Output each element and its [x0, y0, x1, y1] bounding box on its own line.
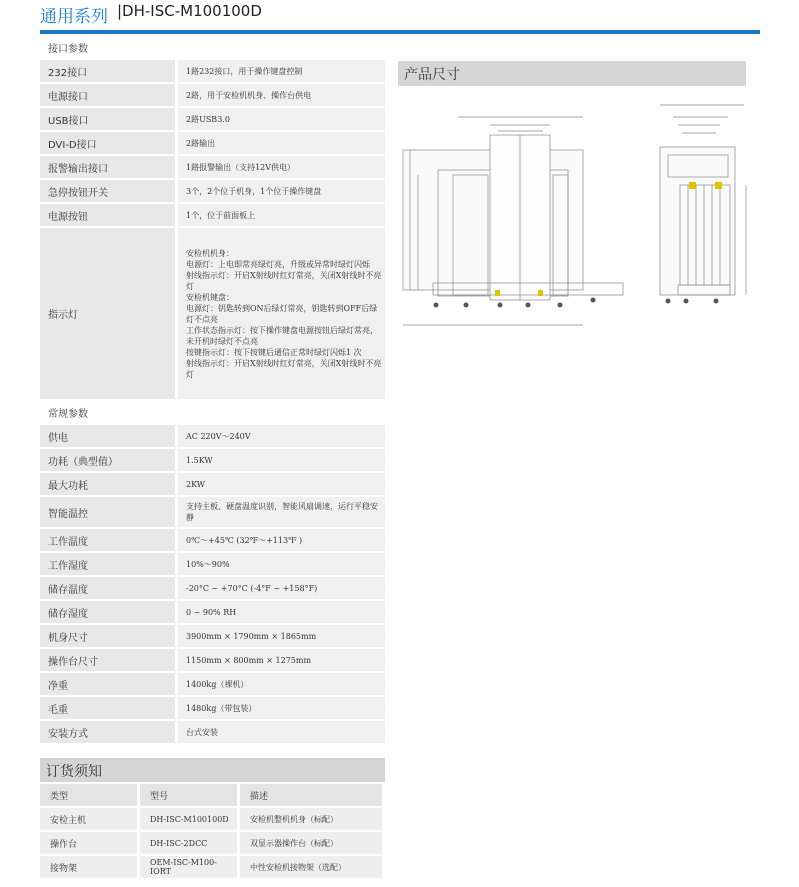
spec-row [40, 529, 385, 553]
order-column-header: 描述 [240, 784, 385, 808]
spec-key: 机身尺寸 [40, 625, 175, 649]
spec-row [40, 649, 385, 673]
spec-key: 工作湿度 [40, 553, 175, 577]
spec-row [40, 108, 385, 132]
spec-key: 储存湿度 [40, 601, 175, 625]
spec-value: 1400kg（裸机） [175, 673, 385, 697]
spec-key: 报警输出接口 [40, 156, 175, 180]
order-cell: 双显示器操作台（标配） [240, 832, 385, 856]
spec-key: 智能温控 [40, 497, 175, 529]
spec-value: 2KW [175, 473, 385, 497]
order-cell: DH-ISC-2DCC [140, 832, 240, 856]
spec-value: 1个，位于前面板上 [175, 204, 385, 228]
spec-row [40, 553, 385, 577]
section-title: 常规参数 [40, 401, 385, 425]
spec-value: 2路USB3.0 [175, 108, 385, 132]
spec-row [40, 84, 385, 108]
order-cell: 操作台 [40, 832, 140, 856]
order-table [40, 784, 385, 880]
section-header [40, 401, 385, 425]
order-cell: DH-ISC-M100100D [140, 808, 240, 832]
spec-value: 1480kg（带包装） [175, 697, 385, 721]
spec-key: 操作台尺寸 [40, 649, 175, 673]
spec-key: 功耗（典型值） [40, 449, 175, 473]
order-column-header: 类型 [40, 784, 140, 808]
series-title: 通用系列 [40, 7, 108, 27]
spec-row [40, 60, 385, 84]
order-header-row [40, 784, 385, 808]
spec-row [40, 449, 385, 473]
spec-value-line: 电源灯：钥匙转到ON后绿灯常亮，钥匙转到OFF后绿灯不点亮 [186, 303, 378, 324]
page-header [40, 0, 760, 32]
spec-value-line: 射线指示灯：开启X射线时红灯常亮，关闭X射线时不亮灯 [186, 270, 382, 291]
spec-value: 2路，用于安检机机身、操作台供电 [175, 84, 385, 108]
spec-row [40, 180, 385, 204]
spec-row [40, 673, 385, 697]
spec-key: 工作温度 [40, 529, 175, 553]
order-row [40, 856, 385, 880]
spec-row [40, 228, 385, 401]
order-title: 订货须知 [46, 764, 102, 780]
spec-table [40, 36, 385, 745]
spec-row [40, 721, 385, 745]
order-header [40, 758, 385, 782]
spec-row [40, 425, 385, 449]
spec-value: AC 220V～240V [175, 425, 385, 449]
spec-key: 232接口 [40, 60, 175, 84]
spec-value: 2路输出 [175, 132, 385, 156]
spec-key: 安装方式 [40, 721, 175, 745]
order-cell: 接物架 [40, 856, 140, 880]
spec-value: 1路报警输出（支持12V供电） [175, 156, 385, 180]
spec-value-line: 工作状态指示灯：按下操作键盘电源按钮后绿灯常亮，未开机时绿灯不点亮 [186, 325, 378, 346]
spec-value-line: 安检机键盘： [186, 292, 234, 302]
order-cell: 中性安检机接物架（选配） [240, 856, 385, 880]
spec-key: DVI-D接口 [40, 132, 175, 156]
spec-value: -20°C ~ +70°C (-4°F ~ +158°F) [175, 577, 385, 601]
spec-value-line: 按键指示灯：按下按键后通信正常时绿灯闪烁1 次 [186, 347, 362, 357]
spec-value-line: 安检机机身： [186, 248, 234, 258]
order-row [40, 808, 385, 832]
spec-value: 3个，2个位于机身，1个位于操作键盘 [175, 180, 385, 204]
spec-key: 储存温度 [40, 577, 175, 601]
dimensions-header [398, 61, 746, 86]
spec-row [40, 625, 385, 649]
spec-value: 0 ~ 90% RH [175, 601, 385, 625]
spec-value: 10%～90% [175, 553, 385, 577]
spec-key: 净重 [40, 673, 175, 697]
header-divider [40, 30, 760, 34]
spec-value: 1.5KW [175, 449, 385, 473]
order-row [40, 832, 385, 856]
spec-row [40, 577, 385, 601]
spec-key: 电源按钮 [40, 204, 175, 228]
spec-key: 电源接口 [40, 84, 175, 108]
model-title: |DH-ISC-M100100D [117, 2, 262, 20]
spec-row [40, 156, 385, 180]
order-cell: 安检机整机机身（标配） [240, 808, 385, 832]
spec-row [40, 473, 385, 497]
spec-value: 3900mm × 1790mm × 1865mm [175, 625, 385, 649]
spec-row [40, 132, 385, 156]
spec-key: 供电 [40, 425, 175, 449]
spec-value: 1150mm × 800mm × 1275mm [175, 649, 385, 673]
spec-row [40, 204, 385, 228]
spec-value: 0℃～+45℃ (32℉～+113℉ ) [175, 529, 385, 553]
order-cell: 安检主机 [40, 808, 140, 832]
dimensions-title: 产品尺寸 [404, 67, 460, 83]
section-header [40, 36, 385, 60]
spec-value: 1路232接口，用于操作键盘控制 [175, 60, 385, 84]
spec-row [40, 697, 385, 721]
spec-value: 台式安装 [175, 721, 385, 745]
spec-key: 最大功耗 [40, 473, 175, 497]
section-title: 接口参数 [40, 36, 385, 60]
spec-row [40, 497, 385, 529]
spec-key: 毛重 [40, 697, 175, 721]
spec-value [175, 228, 385, 401]
spec-key: 急停按钮开关 [40, 180, 175, 204]
spec-row [40, 601, 385, 625]
spec-value: 支持主板、硬盘温度识别，智能风扇调速，运行平稳安静 [175, 497, 385, 529]
spec-key: 指示灯 [40, 228, 175, 401]
order-cell: OEM-ISC-M100-IORT [140, 856, 240, 880]
dimension-drawing [398, 95, 758, 335]
spec-value-line: 射线指示灯：开启X射线时红灯常亮，关闭X射线时不亮灯 [186, 358, 382, 379]
spec-value-line: 电源灯：上电即常亮绿灯亮，升级或异常时绿灯闪烁 [186, 259, 370, 269]
order-column-header: 型号 [140, 784, 240, 808]
spec-key: USB接口 [40, 108, 175, 132]
